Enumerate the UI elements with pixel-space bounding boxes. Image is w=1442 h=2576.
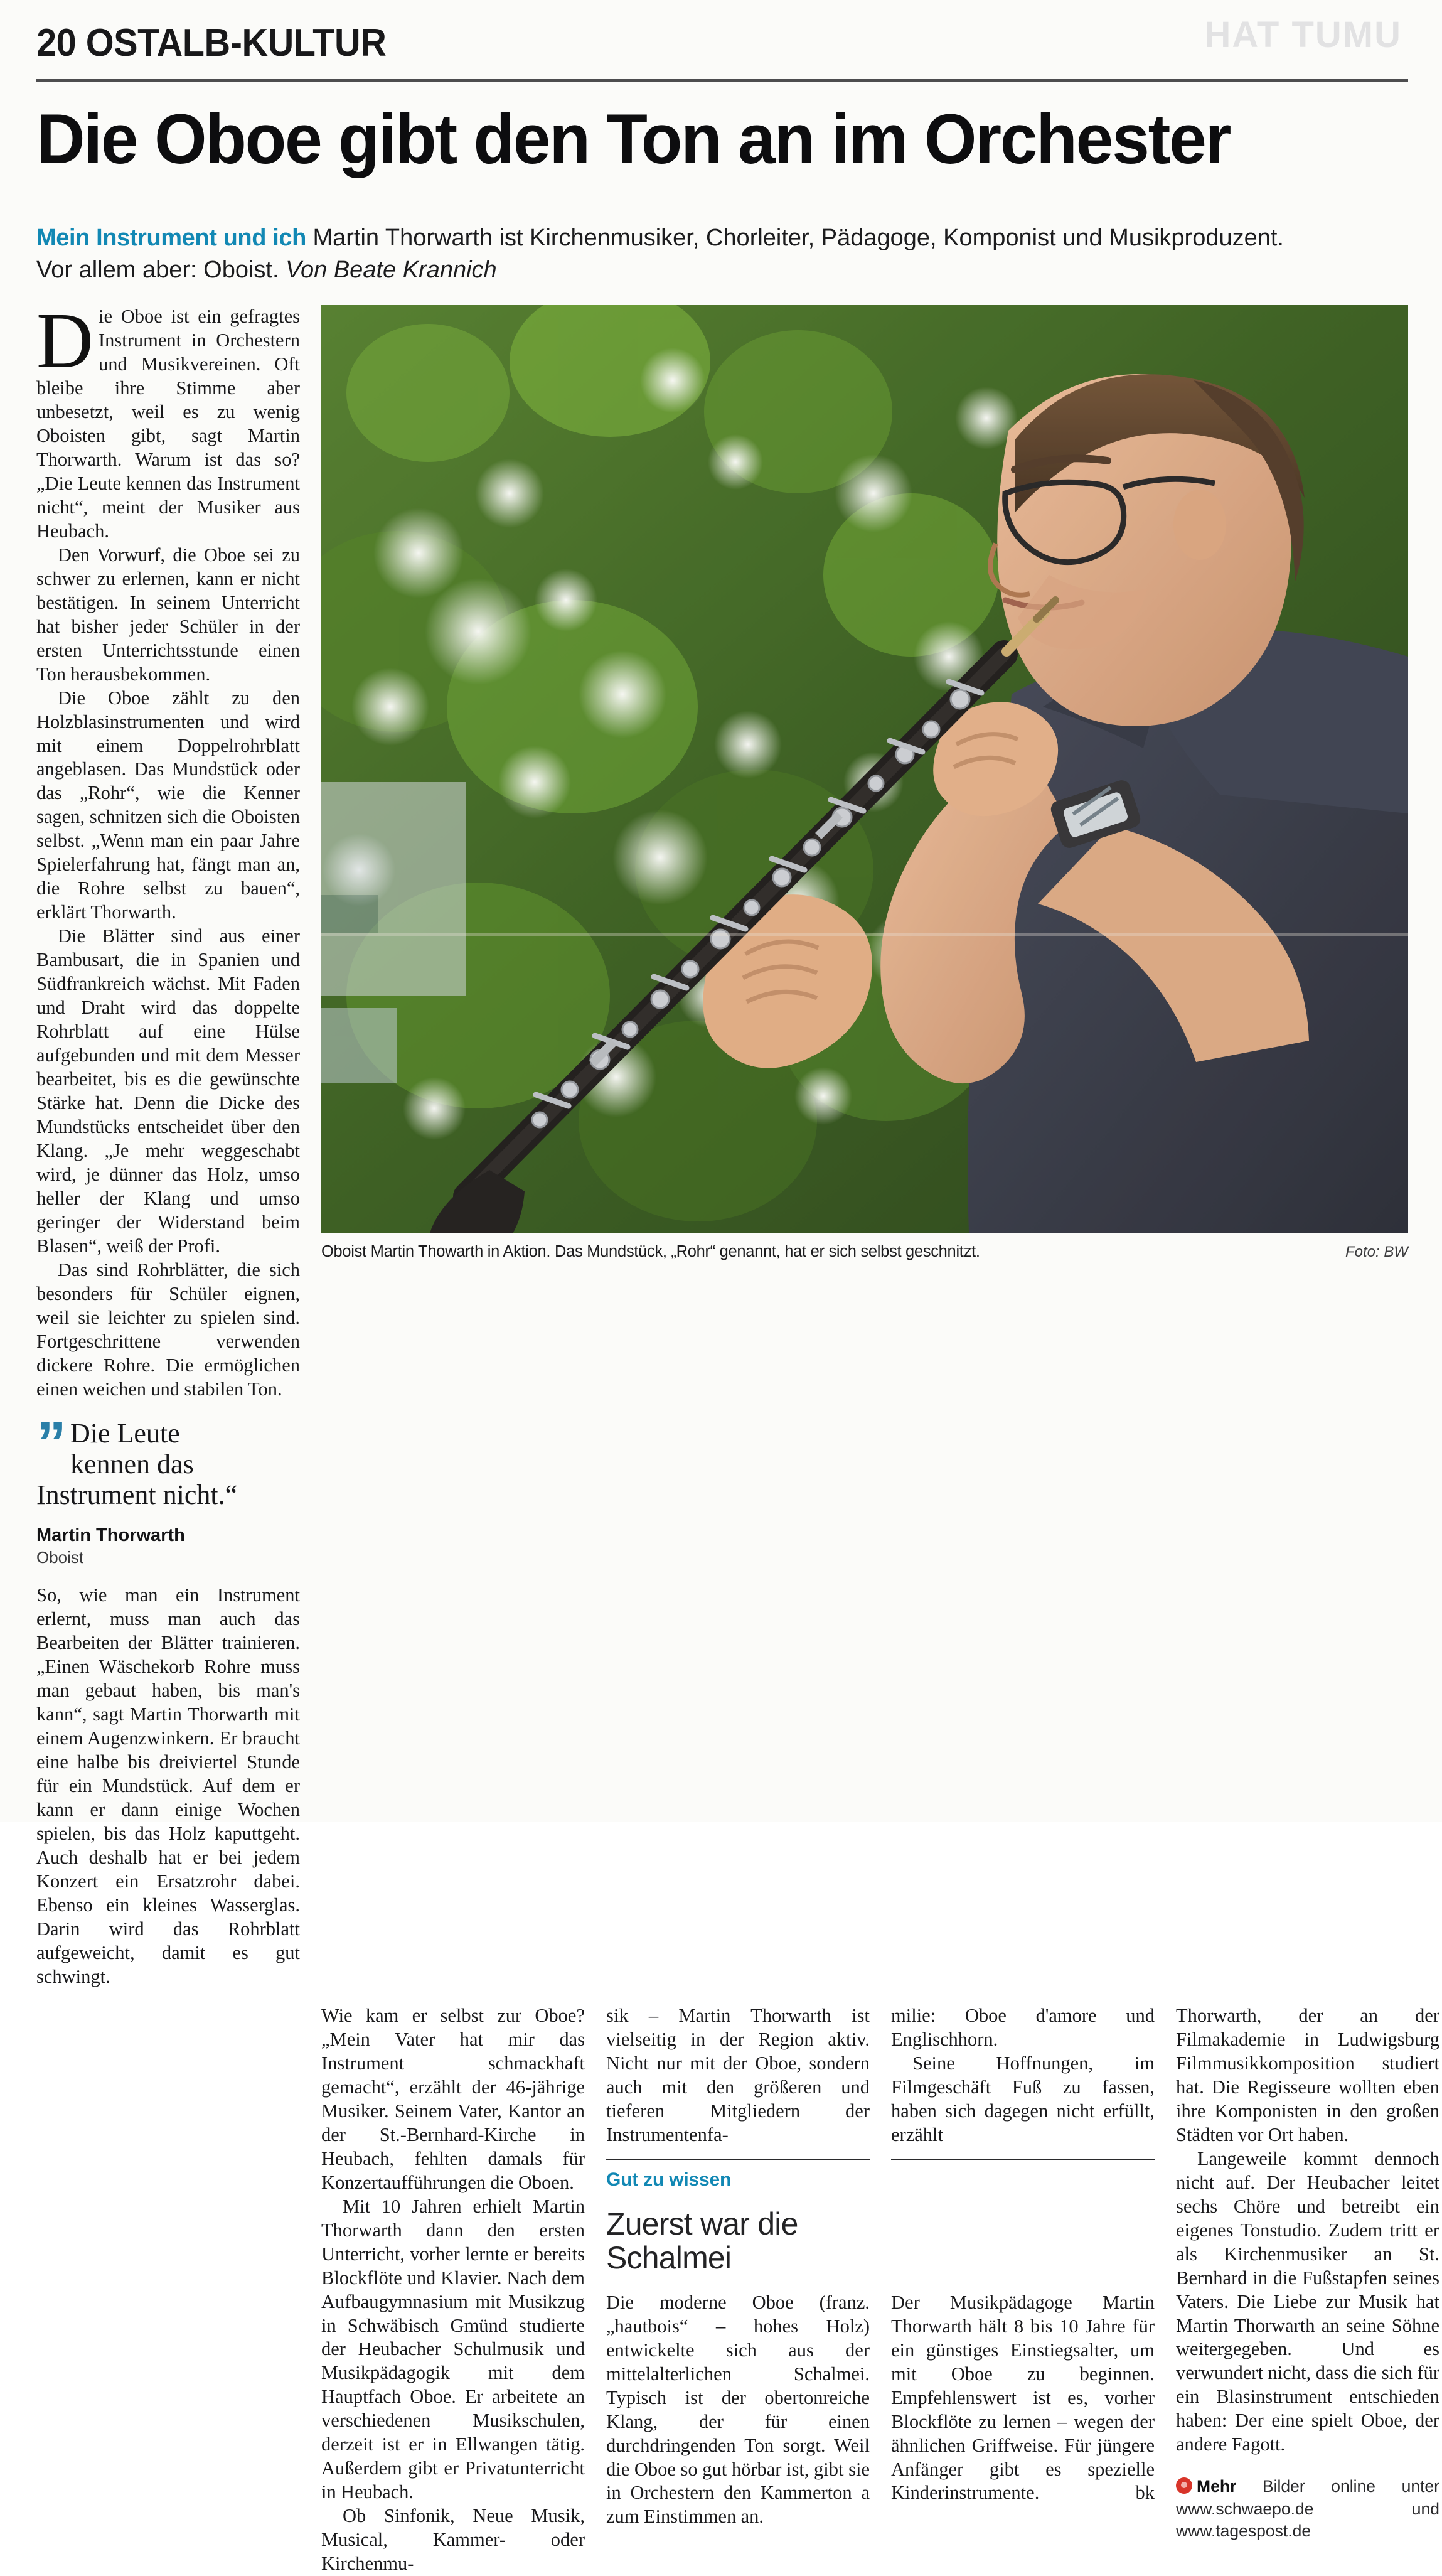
lead-paragraph (36, 298, 300, 544)
paragraph: Das sind Rohrblätter, die sich besonders für Schüler eignen, weil sie leichter zu spielen sind. Fortgeschrittene verwenden dickere Rohre. Die ermöglichen einen weichen und stabilen Ton. (36, 1258, 300, 1400)
photo-credit: Foto: BW (1345, 1243, 1408, 1261)
paragraph (891, 2291, 1155, 2506)
pull-quote (36, 1409, 300, 1568)
paragraph: Die Oboe zählt zu den Holzblasinstrumenten und wird mit einem Doppelrohrblatt angeblasen. Das Mundstück oder das „Rohr“, wie die Kenner sagen, schnitzen sich die Oboisten selbst. „Wenn man ein paar Jahre Spielerfahrung hat, fängt man an, die Rohre selbst zu bauen“, erklärt Thorwarth. (36, 687, 300, 923)
masthead (36, 0, 1408, 63)
standfirst-text: Martin Thorwarth ist Kirchenmusiker, Chorleiter, Pädagoge, Komponist und Musikproduzent. Vor allem aber: Oboist. (36, 225, 1284, 284)
bottom-block (36, 2004, 1439, 2576)
quote-marks-icon: ” (36, 1409, 63, 1476)
column-1-text-continued (36, 1584, 300, 1988)
photo-caption-row (321, 1243, 1408, 1261)
column-3 (606, 2004, 870, 2576)
pull-quote-line-2: kennen das (70, 1448, 194, 1479)
infobox-column-a (606, 2291, 870, 2530)
column-1 (36, 298, 300, 1989)
more-text: Bilder online unter www.schwaepo.de und www.tagespost.de (1176, 2477, 1439, 2541)
infobox-column-b-text: Der Musikpädagoge Martin Thorwarth hält 8 bis 10 Jahre für ein günstiges Einstiegsalter, um mit Oboe zu beginnen. Empfehlenswert ist es, vorher Blockflöte zu lernen – wegen der ähnlichen Griffweise. Für jüngere Anfänger gibt es spezielle Kinderinstrumente. (891, 2291, 1155, 2504)
paragraph: So, wie man ein Instrument erlernt, muss man auch das Bearbeiten der Blätter trainieren. „Einen Wäschekorb Rohre muss man gebaut haben, bis man's kann“, sagt Martin Thorwarth mit einem Augenzwinkern. Er braucht eine halbe bis dreiviertel Stunde für ein Mundstück. Auf dem er kann er dann einige Wochen spielen, bis das Holz kaputtgeht. Auch deshalb hat er bei jedem Konzert ein Ersatzrohr dabei. Ebenso ein kleines Wasserglas. Darin wird das Rohrblatt aufgeweicht, damit es gut schwingt. (36, 1584, 300, 1987)
column-3-text (606, 2004, 870, 2147)
photo-illustration (321, 305, 1408, 1233)
infobox-kicker: Gut zu wissen (606, 2169, 732, 2190)
masthead-divider (36, 79, 1408, 82)
bleedthrough-ghost-text: HAT TUMU (1204, 14, 1402, 55)
column-1-bottom-spacer (36, 2004, 300, 2576)
column-2-text (321, 2004, 585, 2576)
top-block (36, 298, 1408, 1989)
infobox-column-b (891, 2291, 1155, 2506)
paragraph: Langeweile kommt dennoch nicht auf. Der Heubacher leitet sechs Chöre und betreibt ein eigenes Tonstudio. Zudem tritt er als Kirchenmusiker an St. Bernhard in die Fußstapfen seines Vaters. Die Liebe zur Musik hat Martin Thorwarth an seine Söhne weitergegeben. Und es verwundert nicht, dass die sich für ein Blasinstrument entschieden haben: Der eine spielt Oboe, der andere Fagott. (1176, 2147, 1439, 2455)
article-headline: Die Oboe gibt den Ton an im Orchester (36, 100, 1231, 178)
more-bullet-icon (1176, 2477, 1192, 2494)
infobox-divider-right (891, 2159, 1155, 2160)
paragraph: Seine Hoffnungen, im Filmgeschäft Fuß zu fassen, haben sich dagegen nicht erfüllt, erzählt (891, 2052, 1155, 2145)
column-5 (1176, 2004, 1439, 2576)
pull-quote-line-1: Die Leute (70, 1417, 180, 1449)
paragraph: Wie kam er selbst zur Oboe? „Mein Vater hat mir das Instrument schmackhaft gemacht“, erzählt der 46-jährige Musiker. Seinem Vater, Kantor an der St.-Bernhard-Kirche in Heubach, fehlten damals für Konzertaufführungen die Oboen. (321, 2004, 585, 2193)
section-header: 20 OSTALB-KULTUR (36, 21, 387, 65)
paragraph: Die Blätter sind aus einer Bambusart, die in Spanien und Südfrankreich wächst. Mit Faden und Draht wird das doppelte Rohrblatt auf eine Hülse aufgebunden und mit dem Messer bearbeitet, bis es die gewünschte Stärke hat. Denn die Dicke des Mundstücks entscheidet über den Klang. „Je mehr weggeschabt wird, je dünner das Holz, umso heller der Klang und umso geringer der Widerstand beim Blasen“, weiß der Profi. (36, 925, 300, 1257)
paragraph: Mit 10 Jahren erhielt Martin Thorwarth dann den ersten Unterricht, vorher lernte er bereits Blockflöte und Klavier. Nach dem Aufbaugymnasium mit Musikzug in Schwäbisch Gmünd studierte der Heubacher Schulmusik und Musikpädagogik mit dem Hauptfach Oboe. Er arbeitete an verschiedenen Musikschulen, derzeit ist er in Ellwangen tätig. Außerdem gibt er Privatunterricht in Heubach. (321, 2195, 585, 2503)
column-2 (321, 2004, 585, 2576)
column-1-text (36, 298, 300, 1402)
pull-quote-attribution-role: Oboist (36, 1548, 84, 1567)
paragraph: Die moderne Oboe (franz. „hautbois“ – hohes Holz) entwickelte sich aus der mittelalterlichen Schalmei. Typisch ist der obertonreiche Klang, der für einen durchdringenden Ton sorgt. Weil die Oboe so gut hörbar ist, gibt sie in Orchestern den Kammerton a zum Einstimmen an. (606, 2291, 870, 2528)
paragraph: Ob Sinfonik, Neue Musik, Musical, Kammer- oder Kirchenmu- (321, 2505, 585, 2575)
infobox-divider (606, 2159, 870, 2160)
infobox-signature: bk (1135, 2482, 1155, 2504)
paragraph: Den Vorwurf, die Oboe sei zu schwer zu erlernen, kann er nicht bestätigen. In seinem Unterricht hat bisher jeder Schüler in der ersten Unterrichtsstunde einen Ton herausbekommen. (36, 544, 300, 685)
lead-paragraph-text: ie Oboe ist ein gefragtes Instrument in Orchestern und Musikvereinen. Oft bleibe ihre Stimme aber unbesetzt, weil es zu wenig Oboisten gibt, sagt Martin Thorwarth. Warum ist das so? „Die Leute kennen das Instrument nicht“, meint der Musiker aus Heubach. (36, 306, 300, 542)
column-4 (891, 2004, 1155, 2576)
drop-cap: D (36, 298, 93, 385)
more-link-line[interactable] (1176, 2476, 1439, 2543)
paragraph: Thorwarth, der an der Filmakademie in Ludwigsburg Filmmusikkomposition studiert hat. Die Regisseure wollten eben ihre Komponisten in den großen Städten vor Ort haben. (1176, 2004, 1439, 2145)
more-label: Mehr (1197, 2477, 1237, 2496)
page-content (36, 0, 1439, 2575)
photo-area (321, 305, 1408, 1989)
paragraph: milie: Oboe d'amore und Englischhorn. (891, 2004, 1155, 2050)
article-standfirst (36, 222, 1298, 286)
article-byline: Von Beate Krannich (286, 257, 497, 284)
paragraph: sik – Martin Thorwarth ist vielseitig in der Region aktiv. Nicht nur mit der Oboe, sondern auch mit den größeren und tieferen Mitgliedern der Instrumentenfa- (606, 2004, 870, 2145)
infobox-title: Zuerst war die Schalmei (606, 2206, 798, 2275)
column-4-text (891, 2004, 1155, 2147)
pull-quote-attribution-name: Martin Thorwarth (36, 1525, 185, 1546)
standfirst-kicker: Mein Instrument und ich (36, 225, 306, 252)
pull-quote-line-3: Instrument nicht.“ (36, 1479, 238, 1511)
pull-quote-text (36, 1409, 300, 1511)
column-5-text (1176, 2004, 1439, 2457)
article-photo (321, 305, 1408, 1233)
photo-caption: Oboist Martin Thowarth in Aktion. Das Mundstück, „Rohr“ genannt, hat er sich selbst geschnitzt. (321, 1243, 980, 1261)
